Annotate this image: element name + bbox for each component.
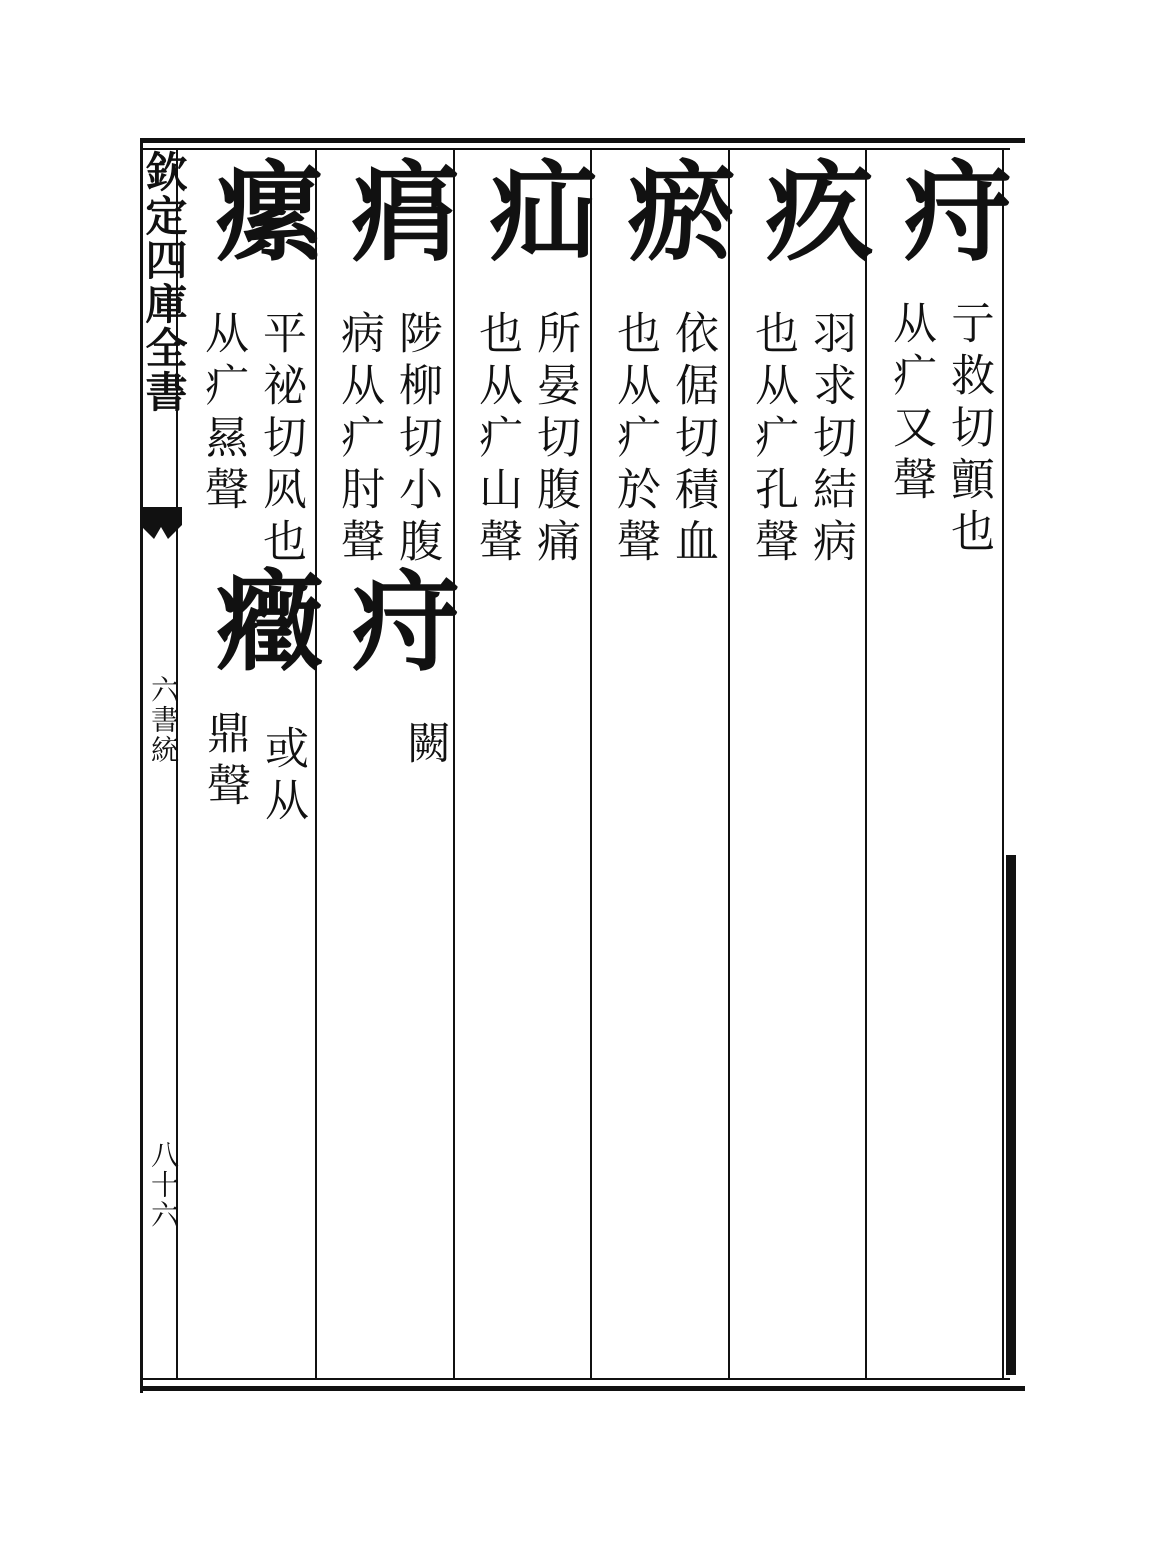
top-border [140,138,1025,143]
bottom-border-inner [140,1378,1010,1380]
edge-bar [1006,855,1016,1375]
gloss-2-line-1: 羽求切結病 [805,310,856,570]
seal-glyph-3: 瘀 [609,155,735,269]
seal-glyph-5b: 疛 [333,565,459,679]
top-border-inner [140,148,1010,150]
fish-tail-mark [138,505,184,545]
seal-glyph-2: 疚 [747,155,873,269]
column-rule-1 [315,150,317,1378]
seal-glyph-6b: 癥 [197,565,323,679]
note-5: 闕 [399,720,450,772]
gloss-4-line-2: 也从疒山聲 [471,310,522,570]
page-number: 八十六 [147,1140,180,1230]
gloss-1-line-2: 从疒又聲 [885,300,936,508]
gloss-6-line-2: 从疒㬎聲 [197,310,248,518]
seal-glyph-1: 疛 [885,155,1011,269]
gloss-6-line-1: 平祕切㶡也 [255,310,306,570]
gloss-5-line-2: 病从疒肘聲 [333,310,384,570]
gloss-3-line-2: 也从疒於聲 [609,310,660,570]
seal-glyph-6: 瘰 [197,155,323,269]
gloss-5-line-1: 陟柳切小腹 [391,310,442,570]
seal-glyph-5: 㾓 [333,155,459,269]
column-rule-3 [590,150,592,1378]
section-title: 六書統 [147,675,180,765]
note-6-line-1: 或从 [257,725,308,829]
gloss-2-line-2: 也从疒孔聲 [747,310,798,570]
right-border [1002,150,1004,1378]
note-6-line-2: 鼎聲 [199,710,250,814]
seal-glyph-4: 疝 [471,155,597,269]
column-rule-4 [728,150,730,1378]
column-rule-5 [865,150,867,1378]
gloss-4-line-1: 所晏切腹痛 [529,310,580,570]
bottom-border [140,1386,1025,1391]
gloss-1-line-1: 亍救切顫也 [943,300,994,560]
gloss-3-line-1: 依倨切積血 [667,310,718,570]
book-title: 欽定四庫全書 [139,150,189,414]
